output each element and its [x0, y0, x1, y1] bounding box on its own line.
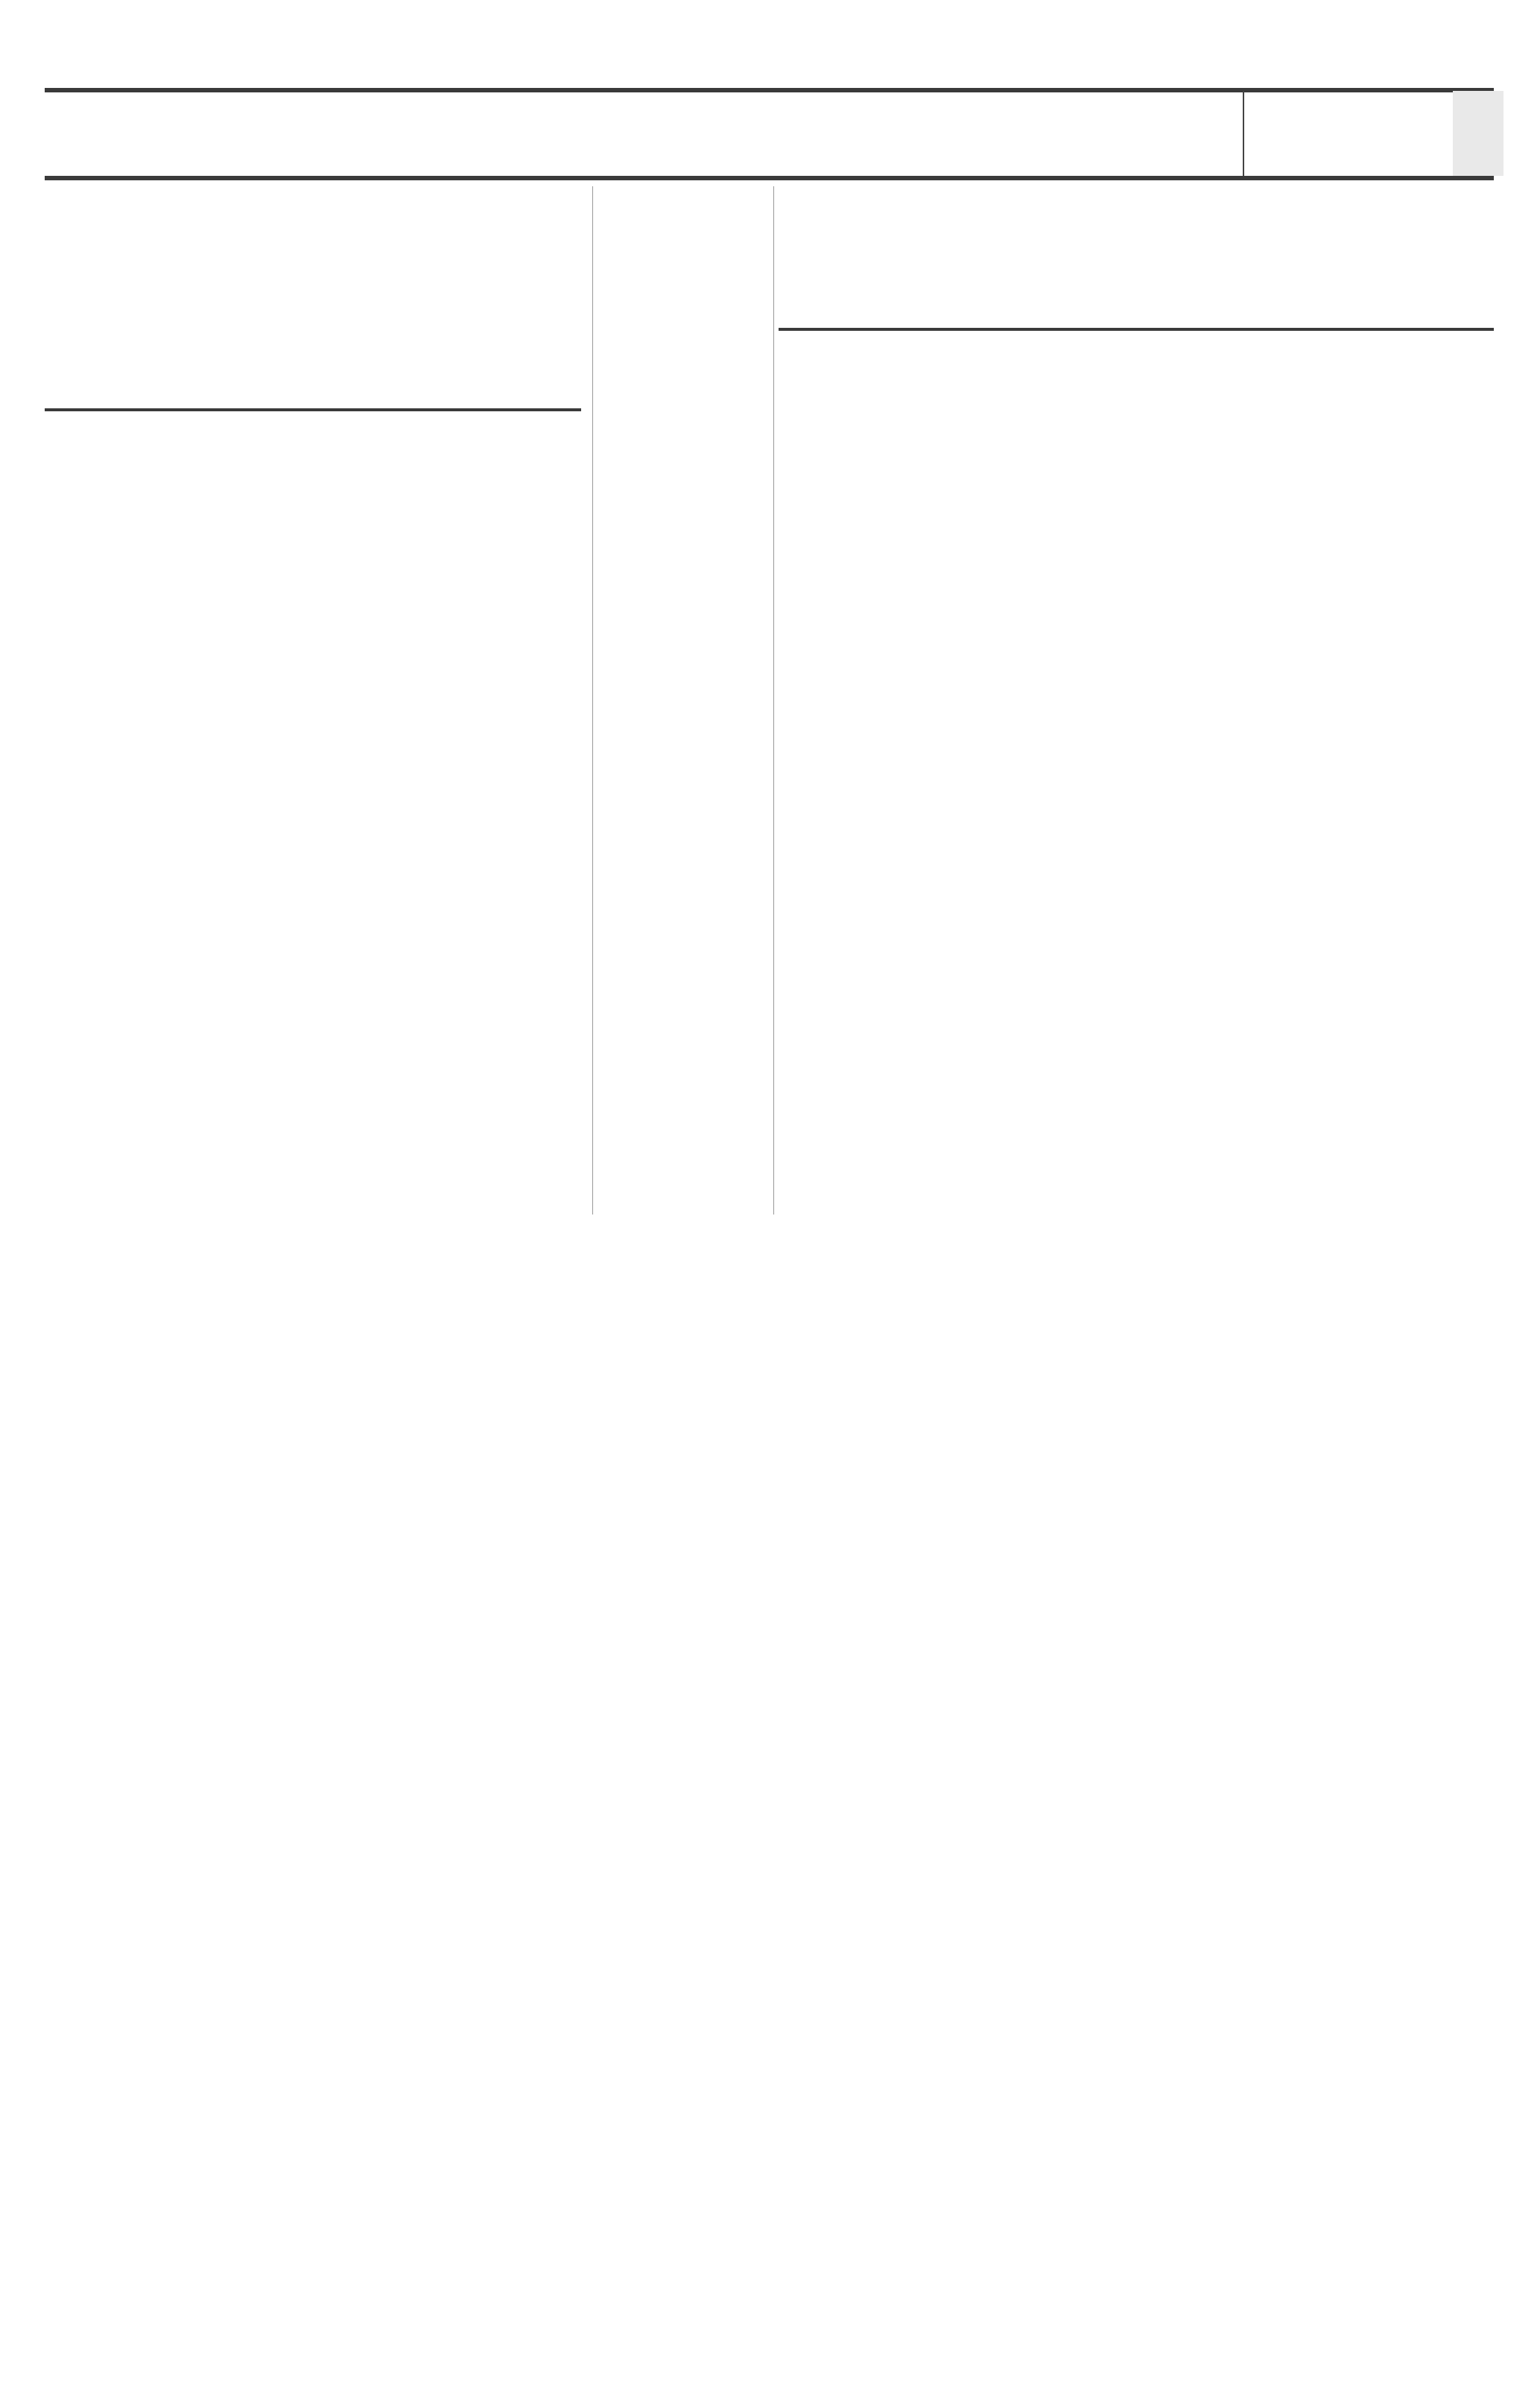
- masthead-divider: [1243, 91, 1244, 176]
- masthead-bottom-rule: [45, 176, 1494, 180]
- lead-body: [779, 339, 1494, 1196]
- page-number: [1453, 91, 1503, 176]
- muzaffarnagar-rule: [45, 408, 581, 411]
- lead-rule: [779, 328, 1494, 331]
- masthead-top-rule: [45, 88, 1494, 92]
- column-divider: [592, 186, 593, 1215]
- gandhi-body: [600, 417, 767, 1196]
- column-divider: [773, 186, 774, 1215]
- muzaffarnagar-body: [45, 417, 581, 1196]
